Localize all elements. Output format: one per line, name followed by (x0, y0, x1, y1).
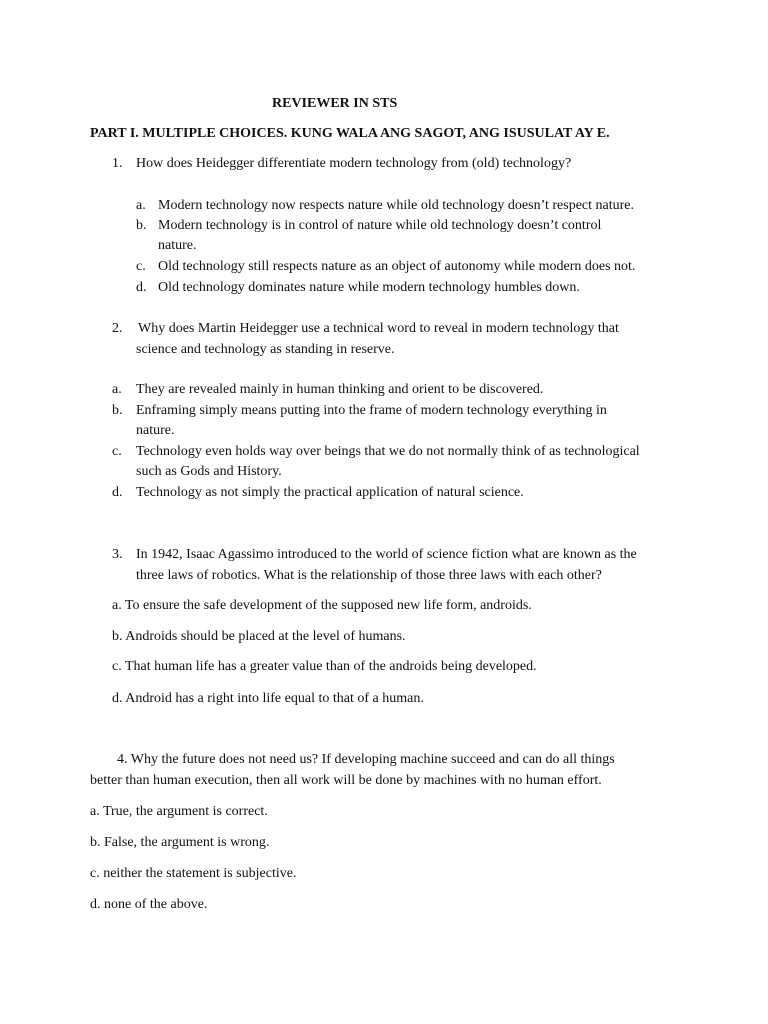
q2-choice-text: Technology as not simply the practical application of natural science. (136, 485, 524, 500)
q4-text-cont: better than human execution, then all work will be done by machines with no human effort. (90, 773, 602, 788)
q2-choice-letter: c. (112, 444, 122, 459)
q2-choice-text: Enframing simply means putting into the frame of modern technology everything in (136, 403, 607, 418)
part-heading: PART I. MULTIPLE CHOICES. KUNG WALA ANG SAGOT, ANG ISUSULAT AY E. (90, 126, 610, 141)
q2-number: 2. (112, 321, 123, 336)
q4-choice: b. False, the argument is wrong. (90, 835, 270, 850)
q3-number: 3. (112, 547, 123, 562)
q2-choice-letter: d. (112, 485, 123, 500)
q1-number: 1. (112, 156, 123, 171)
document-title: REVIEWER IN STS (272, 96, 398, 111)
q3-choice: a. To ensure the safe development of the supposed new life form, androids. (112, 598, 532, 613)
q1-choice-text: Old technology dominates nature while modern technology humbles down. (158, 280, 580, 295)
q1-choice-letter: a. (136, 198, 146, 213)
q4-text: 4. Why the future does not need us? If developing machine succeed and can do all things (117, 752, 615, 767)
q1-choice-text: Modern technology is in control of nature while old technology doesn’t control (158, 218, 602, 233)
q1-text: How does Heidegger differentiate modern technology from (old) technology? (136, 156, 572, 171)
q2-text: Why does Martin Heidegger use a technical word to reveal in modern technology that (138, 321, 619, 336)
q1-choice-letter: c. (136, 259, 146, 274)
q2-choice-text-cont: such as Gods and History. (136, 464, 282, 479)
q2-choice-letter: b. (112, 403, 123, 418)
q1-choice-text: Modern technology now respects nature while old technology doesn’t respect nature. (158, 198, 634, 213)
q1-choice-text: Old technology still respects nature as an object of autonomy while modern does not. (158, 259, 636, 274)
q4-choice: d. none of the above. (90, 897, 208, 912)
q3-choice: c. That human life has a greater value than of the androids being developed. (112, 659, 537, 674)
q2-choice-text: They are revealed mainly in human thinking and orient to be discovered. (136, 382, 544, 397)
q3-text: In 1942, Isaac Agassimo introduced to the world of science fiction what are known as the (136, 547, 637, 562)
q1-choice-letter: b. (136, 218, 147, 233)
q2-choice-text-cont: nature. (136, 423, 175, 438)
q3-choice: d. Android has a right into life equal to that of a human. (112, 691, 424, 706)
q4-choice: a. True, the argument is correct. (90, 804, 268, 819)
q2-text-cont: science and technology as standing in reserve. (136, 342, 395, 357)
q1-choice-letter: d. (136, 280, 147, 295)
q2-choice-letter: a. (112, 382, 122, 397)
q3-choice: b. Androids should be placed at the level of humans. (112, 629, 406, 644)
q3-text-cont: three laws of robotics. What is the relationship of those three laws with each other? (136, 568, 602, 583)
q4-choice: c. neither the statement is subjective. (90, 866, 297, 881)
q2-choice-text: Technology even holds way over beings that we do not normally think of as technological (136, 444, 640, 459)
q1-choice-text-cont: nature. (158, 238, 197, 253)
